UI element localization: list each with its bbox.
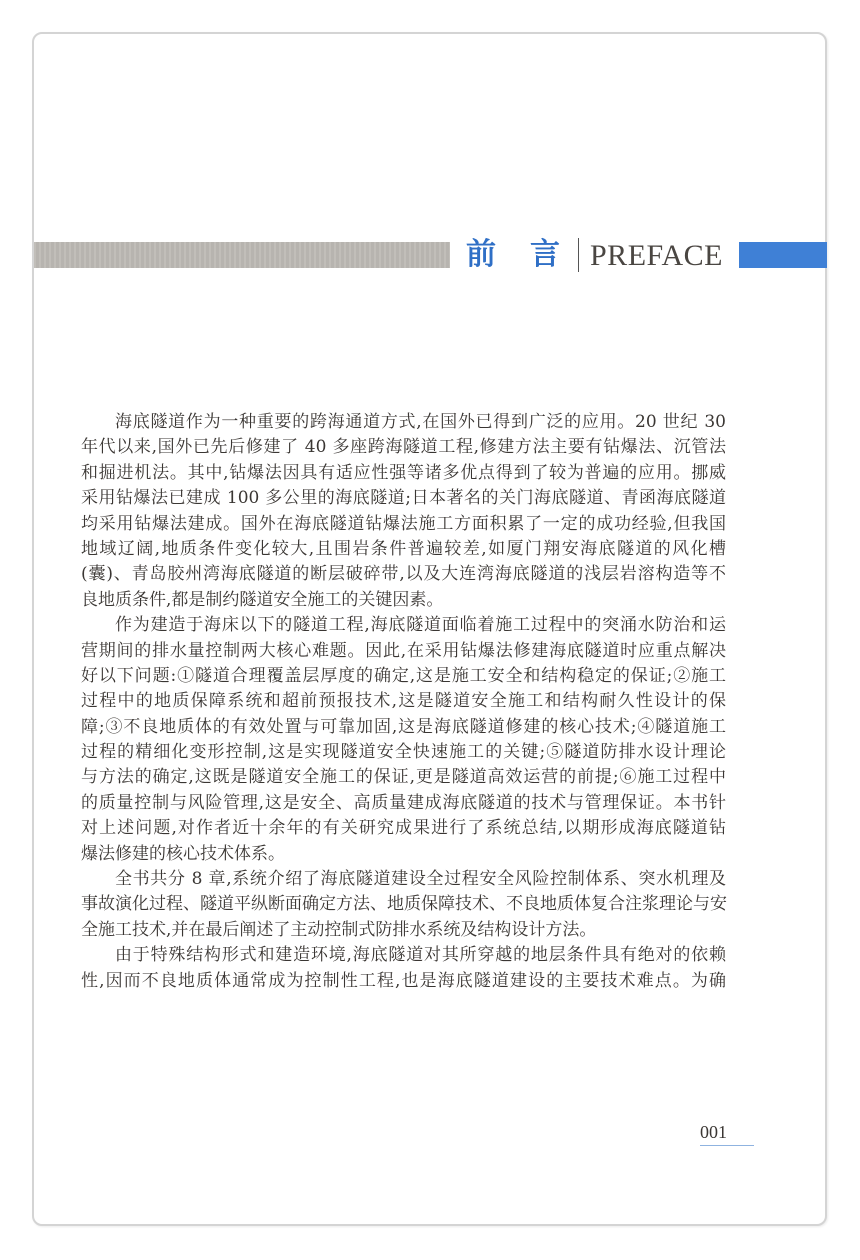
- title-en: PREFACE: [590, 239, 723, 272]
- text-line: 爆法修建的核心技术体系。: [81, 843, 285, 864]
- text-line: 和掘进机法。其中,钻爆法因具有适应性强等诸多优点得到了较为普遍的应用。挪威: [81, 462, 726, 483]
- text-line: 由于特殊结构形式和建造环境,海底隧道对其所穿越的地层条件具有绝对的依赖: [115, 945, 726, 966]
- title-cn-char-2: 言: [530, 237, 560, 272]
- text-line: 过程中的地质保障系统和超前预报技术,这是隧道安全施工和结构耐久性设计的保: [81, 691, 726, 712]
- text-line: 良地质条件,都是制约隧道安全施工的关键因素。: [81, 589, 444, 610]
- text-line: (囊)、青岛胶州湾海底隧道的断层破碎带,以及大连湾海底隧道的浅层岩溶构造等不: [81, 564, 726, 585]
- page-number: 001: [700, 1122, 727, 1142]
- text-line: 好以下问题:①隧道合理覆盖层厚度的确定,这是施工安全和结构稳定的保证;②施工: [81, 665, 726, 686]
- text-line: 年代以来,国外已先后修建了 40 多座跨海隧道工程,修建方法主要有钻爆法、沉管法: [81, 437, 726, 458]
- title-separator: [578, 238, 579, 272]
- text-line: 与方法的确定,这既是隧道安全施工的保证,更是隧道高效运营的前提;⑥施工过程中: [81, 767, 726, 788]
- text-line: 事故演化过程、隧道平纵断面确定方法、地质保障技术、不良地质体复合注浆理论与安: [81, 894, 727, 915]
- body-text: [81, 410, 731, 994]
- text-line: 地域辽阔,地质条件变化较大,且围岩条件普遍较差,如厦门翔安海底隧道的风化槽: [81, 538, 726, 559]
- title-cn-char-1: 前: [466, 237, 496, 272]
- text-line: 营期间的排水量控制两大核心难题。因此,在采用钻爆法修建海底隧道时应重点解决: [81, 640, 726, 661]
- text-line: 过程的精细化变形控制,这是实现隧道安全快速施工的关键;⑤隧道防排水设计理论: [81, 742, 726, 763]
- text-line: 障;③不良地质体的有效处置与可靠加固,这是海底隧道修建的核心技术;④隧道施工: [81, 716, 726, 737]
- text-line: 性,因而不良地质体通常成为控制性工程,也是海底隧道建设的主要技术难点。为确: [81, 970, 726, 991]
- text-line: 对上述问题,对作者近十余年的有关研究成果进行了系统总结,以期形成海底隧道钻: [81, 818, 726, 839]
- text-line: 采用钻爆法已建成 100 多公里的海底隧道;日本著名的关门海底隧道、青函海底隧道: [81, 488, 726, 509]
- text-line: 均采用钻爆法建成。国外在海底隧道钻爆法施工方面积累了一定的成功经验,但我国: [81, 513, 726, 534]
- text-line: 全施工技术,并在最后阐述了主动控制式防排水系统及结构设计方法。: [81, 919, 597, 940]
- text-line: 的质量控制与风险管理,这是安全、高质量建成海底隧道的技术与管理保证。本书针: [81, 792, 726, 813]
- text-line: 作为建造于海床以下的隧道工程,海底隧道面临着施工过程中的突涌水防治和运: [115, 615, 726, 636]
- header-gray-bar: [34, 242, 450, 268]
- header-blue-bar: [739, 242, 827, 268]
- page-number-underline: [700, 1145, 754, 1146]
- text-line: 海底隧道作为一种重要的跨海通道方式,在国外已得到广泛的应用。20 世纪 30: [115, 412, 726, 432]
- text-line: 全书共分 8 章,系统介绍了海底隧道建设全过程安全风险控制体系、突水机理及: [115, 869, 726, 890]
